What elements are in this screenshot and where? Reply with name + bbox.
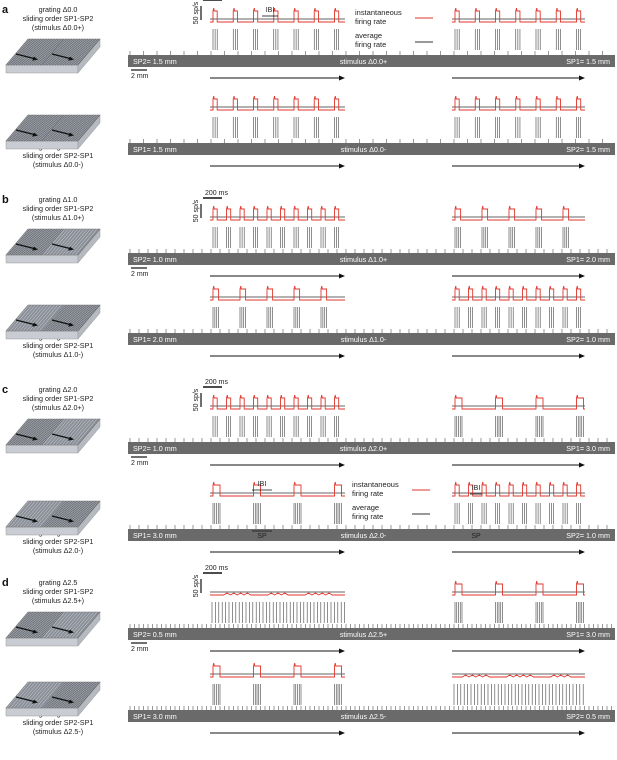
instantaneous-rate-trace — [452, 395, 585, 409]
legend-instantaneous-label: firing rate — [355, 17, 387, 26]
ibi-label: IBI — [265, 7, 275, 14]
legend-average-label: firing rate — [352, 512, 384, 521]
rail-right-label: SP1= 3.0 mm — [566, 444, 610, 453]
time-scalebar-label: 200 ms — [205, 379, 228, 386]
grating-block-icon — [6, 612, 100, 646]
time-scalebar-label: 200 ms — [205, 190, 228, 197]
length-scalebar-label: 2 mm — [131, 271, 149, 278]
length-scalebar-label: 2 mm — [131, 73, 149, 80]
rail-right-label: SP2= 1.5 mm — [566, 145, 610, 154]
response-block-second — [452, 96, 585, 138]
instantaneous-rate-trace — [452, 286, 585, 300]
legend-instantaneous-label: instantaneous — [355, 8, 402, 17]
response-block-second — [452, 674, 585, 705]
rail-right-label: SP1= 3.0 mm — [566, 630, 610, 639]
instantaneous-rate-trace — [210, 96, 345, 110]
description-line: grating Δ2.5 — [38, 578, 78, 587]
legend-panel-a — [355, 8, 433, 49]
rate-scalebar-label: 50 sp/s — [193, 574, 200, 598]
rail-stimulus-label: stimulus Δ2.5+ — [339, 630, 388, 639]
instantaneous-rate-trace — [452, 581, 585, 595]
legend-instantaneous-label: instantaneous — [352, 480, 399, 489]
panel-label: c — [2, 384, 9, 396]
response-block-second — [452, 8, 585, 50]
rail-stimulus-label: stimulus Δ2.0+ — [339, 444, 388, 453]
stimulus-rail — [128, 706, 615, 736]
annotations — [252, 7, 482, 540]
sp-label: SP — [471, 533, 481, 540]
grating-block-icon — [6, 419, 100, 453]
rate-scalebar-label: 50 sp/s — [193, 1, 200, 25]
response-block-second — [452, 581, 585, 623]
length-scalebar-label: 2 mm — [131, 646, 149, 653]
grating-description — [23, 385, 94, 412]
description-line: (stimulus Δ1.0+) — [31, 213, 85, 222]
instantaneous-rate-trace — [210, 8, 345, 22]
stimulus-rail — [128, 249, 615, 279]
legend-average-label: firing rate — [355, 40, 387, 49]
rail-left-label: SP2= 1.0 mm — [133, 255, 177, 264]
rail-stimulus-label: stimulus Δ0.0- — [340, 145, 387, 154]
instantaneous-rate-trace — [452, 96, 585, 110]
ibi-label: IBI — [471, 485, 481, 492]
grating-block-icon — [6, 682, 100, 716]
legend-instantaneous-label: firing rate — [352, 489, 384, 498]
stimulus-rail — [128, 329, 615, 359]
instantaneous-rate-trace — [210, 395, 345, 409]
rail-left-label: SP1= 2.0 mm — [133, 335, 177, 344]
stimulus-rail — [128, 139, 615, 169]
panel-label: d — [2, 577, 9, 589]
rail-left-label: SP2= 1.0 mm — [133, 444, 177, 453]
rail-stimulus-label: stimulus Δ2.0- — [340, 531, 387, 540]
panel-label: a — [2, 4, 9, 16]
response-block-first — [210, 482, 345, 524]
description-line: sliding order SP1-SP2 — [22, 587, 94, 596]
instantaneous-rate-trace — [210, 593, 345, 595]
response-block-first — [210, 8, 345, 50]
stimulus-rail — [128, 438, 615, 468]
description-line: grating Δ1.0 — [38, 195, 78, 204]
description-line: (stimulus Δ2.5-) — [32, 727, 84, 736]
rail-left-label: SP2= 0.5 mm — [133, 630, 177, 639]
rail-left-label: SP1= 3.0 mm — [133, 531, 177, 540]
response-block-second — [452, 286, 585, 328]
legend-average-label: average — [355, 31, 383, 40]
grating-block-icon — [6, 115, 100, 149]
grating-description — [23, 5, 94, 32]
rate-scalebar-label: 50 sp/s — [193, 199, 200, 223]
response-block-first — [210, 592, 345, 623]
response-block-first — [210, 206, 345, 248]
response-block-first — [210, 663, 345, 705]
instantaneous-rate-trace — [452, 8, 585, 22]
panel-label: b — [2, 194, 9, 206]
description-line: (stimulus Δ2.0+) — [31, 403, 85, 412]
instantaneous-rate-trace — [210, 286, 345, 300]
rail-stimulus-label: stimulus Δ1.0- — [340, 335, 387, 344]
description-line: sliding order SP2-SP1 — [22, 718, 94, 727]
rail-left-label: SP1= 3.0 mm — [133, 712, 177, 721]
grating-description — [23, 195, 94, 222]
legend-panel-c — [352, 480, 430, 521]
description-line: grating Δ0.0 — [38, 5, 78, 14]
rail-right-label: SP2= 1.0 mm — [566, 531, 610, 540]
rail-stimulus-label: stimulus Δ1.0+ — [339, 255, 388, 264]
description-line: sliding order SP2-SP1 — [22, 537, 94, 546]
instantaneous-rate-trace — [210, 482, 345, 496]
description-line: sliding order SP1-SP2 — [22, 204, 94, 213]
description-line: sliding order SP1-SP2 — [22, 394, 94, 403]
response-block-first — [210, 286, 345, 328]
description-line: sliding order SP2-SP1 — [22, 151, 94, 160]
response-block-first — [210, 395, 345, 437]
description-line: grating Δ2.0 — [38, 385, 78, 394]
length-scalebar-label: 2 mm — [131, 460, 149, 467]
grating-block-icon — [6, 501, 100, 535]
stimulus-rail — [128, 525, 615, 555]
rail-right-label: SP2= 0.5 mm — [566, 712, 610, 721]
stimulus-rail — [128, 624, 615, 654]
description-line: (stimulus Δ0.0+) — [31, 23, 85, 32]
instantaneous-rate-trace — [452, 675, 585, 677]
description-line: (stimulus Δ1.0-) — [32, 350, 84, 359]
response-block-second — [452, 206, 585, 248]
sp-label: SP — [257, 533, 267, 540]
rail-left-label: SP1= 1.5 mm — [133, 145, 177, 154]
rail-stimulus-label: stimulus Δ2.5- — [340, 712, 387, 721]
stimulus-rail — [128, 51, 615, 81]
time-scalebar-label: 200 ms — [205, 565, 228, 572]
grating-description — [23, 578, 94, 605]
description-line: (stimulus Δ2.5+) — [31, 596, 85, 605]
description-line: sliding order SP1-SP2 — [22, 14, 94, 23]
rail-right-label: SP1= 2.0 mm — [566, 255, 610, 264]
grating-block-icon — [6, 305, 100, 339]
rate-scalebar-label: 50 sp/s — [193, 388, 200, 412]
description-line: (stimulus Δ0.0-) — [32, 160, 84, 169]
grating-block-icon — [6, 229, 100, 263]
rail-left-label: SP2= 1.5 mm — [133, 57, 177, 66]
grating-block-icon — [6, 39, 100, 73]
rail-stimulus-label: stimulus Δ0.0+ — [339, 57, 388, 66]
response-block-second — [452, 395, 585, 437]
description-line: sliding order SP2-SP1 — [22, 341, 94, 350]
rail-right-label: SP2= 1.0 mm — [566, 335, 610, 344]
legend-average-label: average — [352, 503, 380, 512]
description-line: (stimulus Δ2.0-) — [32, 546, 84, 555]
instantaneous-rate-trace — [210, 206, 345, 220]
rail-right-label: SP1= 1.5 mm — [566, 57, 610, 66]
ibi-label: IBI — [257, 481, 267, 488]
scale-bars — [131, 0, 228, 80]
instantaneous-rate-trace — [452, 206, 585, 220]
response-block-first — [210, 96, 345, 138]
instantaneous-rate-trace — [210, 663, 345, 677]
